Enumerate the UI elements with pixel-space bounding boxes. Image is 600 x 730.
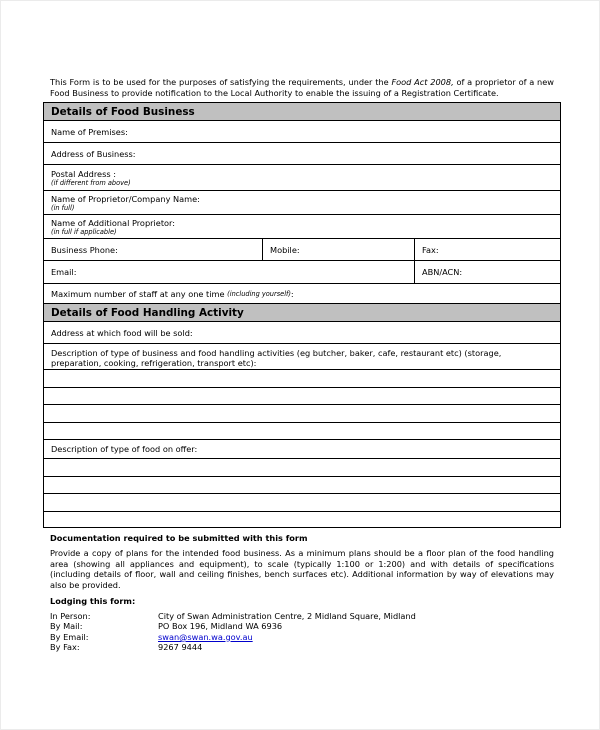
blank-line[interactable] — [44, 476, 560, 494]
registration-form — [43, 102, 561, 528]
lodging-label: By Fax: — [50, 642, 80, 653]
section-title: Details of Food Business — [51, 105, 195, 118]
blank-line[interactable] — [44, 493, 560, 511]
field-label-colon: : — [290, 288, 294, 299]
field-address-of-business[interactable] — [44, 142, 560, 164]
field-label: Name of Premises: — [51, 126, 128, 137]
lodging-value: 9267 9444 — [158, 642, 203, 653]
lodging-section — [50, 596, 416, 653]
contact-phone-row — [44, 238, 560, 260]
lodging-by-fax — [50, 642, 416, 653]
field-label: Postal Address : — [51, 169, 116, 179]
field-mobile[interactable] — [262, 239, 414, 260]
field-note: (in full if applicable) — [51, 228, 117, 236]
field-fax[interactable] — [414, 239, 560, 260]
field-label-group — [44, 165, 131, 190]
field-note: (including yourself) — [227, 289, 291, 298]
blank-line[interactable] — [44, 369, 560, 387]
field-label: Description of type of business and food handling activities (eg butcher, baker, cafe, restaurant etc) (storage, preparation, cooking, refrigeration, transport etc): — [51, 348, 502, 368]
contact-email-row — [44, 260, 560, 283]
lodging-by-email — [50, 632, 416, 643]
field-label: Name of Proprietor/Company Name: — [51, 194, 200, 204]
field-label: Email: — [51, 267, 77, 277]
email-link[interactable]: swan@swan.wa.gov.au — [158, 631, 253, 642]
lodging-in-person — [50, 611, 416, 622]
lodging-value: City of Swan Administration Centre, 2 Midland Square, Midland — [158, 610, 416, 621]
field-postal-address[interactable] — [44, 164, 560, 190]
field-label: Mobile: — [270, 244, 300, 255]
lodging-label: By Mail: — [50, 621, 83, 632]
section-title: Details of Food Handling Activity — [51, 306, 244, 319]
lodging-label: By Email: — [50, 631, 89, 642]
field-note: (if different from above) — [51, 179, 131, 187]
section-header-food-business — [44, 103, 560, 120]
document-page — [1, 1, 599, 729]
blank-line[interactable] — [44, 511, 560, 527]
blank-line[interactable] — [44, 387, 560, 405]
field-label-group — [44, 215, 175, 238]
field-label-group — [44, 284, 294, 303]
field-business-description[interactable] — [44, 343, 560, 369]
field-food-description[interactable] — [44, 439, 560, 458]
intro-paragraph — [50, 77, 554, 99]
blank-line[interactable] — [44, 458, 560, 476]
lodging-label: In Person: — [50, 610, 91, 621]
blank-line[interactable] — [44, 422, 560, 440]
field-label: Address of Business: — [51, 148, 136, 159]
field-note: (in full) — [51, 204, 75, 212]
food-act-reference: Food Act 2008, — [391, 77, 454, 87]
documentation-body: Provide a copy of plans for the intended food business. As a minimum plans should be a floor plan of the food handling area (showing all appliances and equipment), to scale (typically 1:100 or 1:200) and with details of specifications (including details of floor, wall and ceiling finishes, bench surfaces etc). Additional information by way of elevations may also be provided. — [50, 548, 554, 590]
field-label: Business Phone: — [51, 244, 118, 255]
field-label: Name of Additional Proprietor: — [51, 218, 176, 228]
field-label: Description of type of food on offer: — [51, 444, 198, 454]
intro-text: This Form is to be used for the purposes of satisfying the requirements, under the — [50, 77, 392, 87]
field-email[interactable] — [44, 261, 414, 283]
section-header-food-handling — [44, 303, 560, 321]
field-label: Maximum number of staff at any one time — [51, 288, 225, 299]
documentation-title: Documentation required to be submitted with this form — [50, 533, 308, 543]
lodging-title: Lodging this form: — [50, 596, 136, 606]
field-abn-acn[interactable] — [414, 261, 560, 283]
field-label: ABN/ACN: — [422, 267, 463, 277]
field-label: Address at which food will be sold: — [51, 327, 193, 338]
intro-text-end: of a proprietor of a new Food Business to provide notification to the Local Authority to enable the issuing of a Registration Certificate. — [50, 77, 554, 98]
field-additional-proprietor[interactable] — [44, 214, 560, 238]
lodging-value: PO Box 196, Midland WA 6936 — [158, 621, 283, 632]
field-max-staff[interactable] — [44, 283, 560, 303]
field-business-phone[interactable] — [44, 239, 262, 260]
field-label: Fax: — [422, 244, 439, 255]
field-name-of-premises[interactable] — [44, 120, 560, 142]
documentation-section — [50, 533, 554, 590]
blank-line[interactable] — [44, 404, 560, 422]
field-label-group — [44, 191, 200, 214]
field-address-food-sold[interactable] — [44, 321, 560, 343]
field-proprietor-name[interactable] — [44, 190, 560, 214]
lodging-by-mail — [50, 621, 416, 632]
